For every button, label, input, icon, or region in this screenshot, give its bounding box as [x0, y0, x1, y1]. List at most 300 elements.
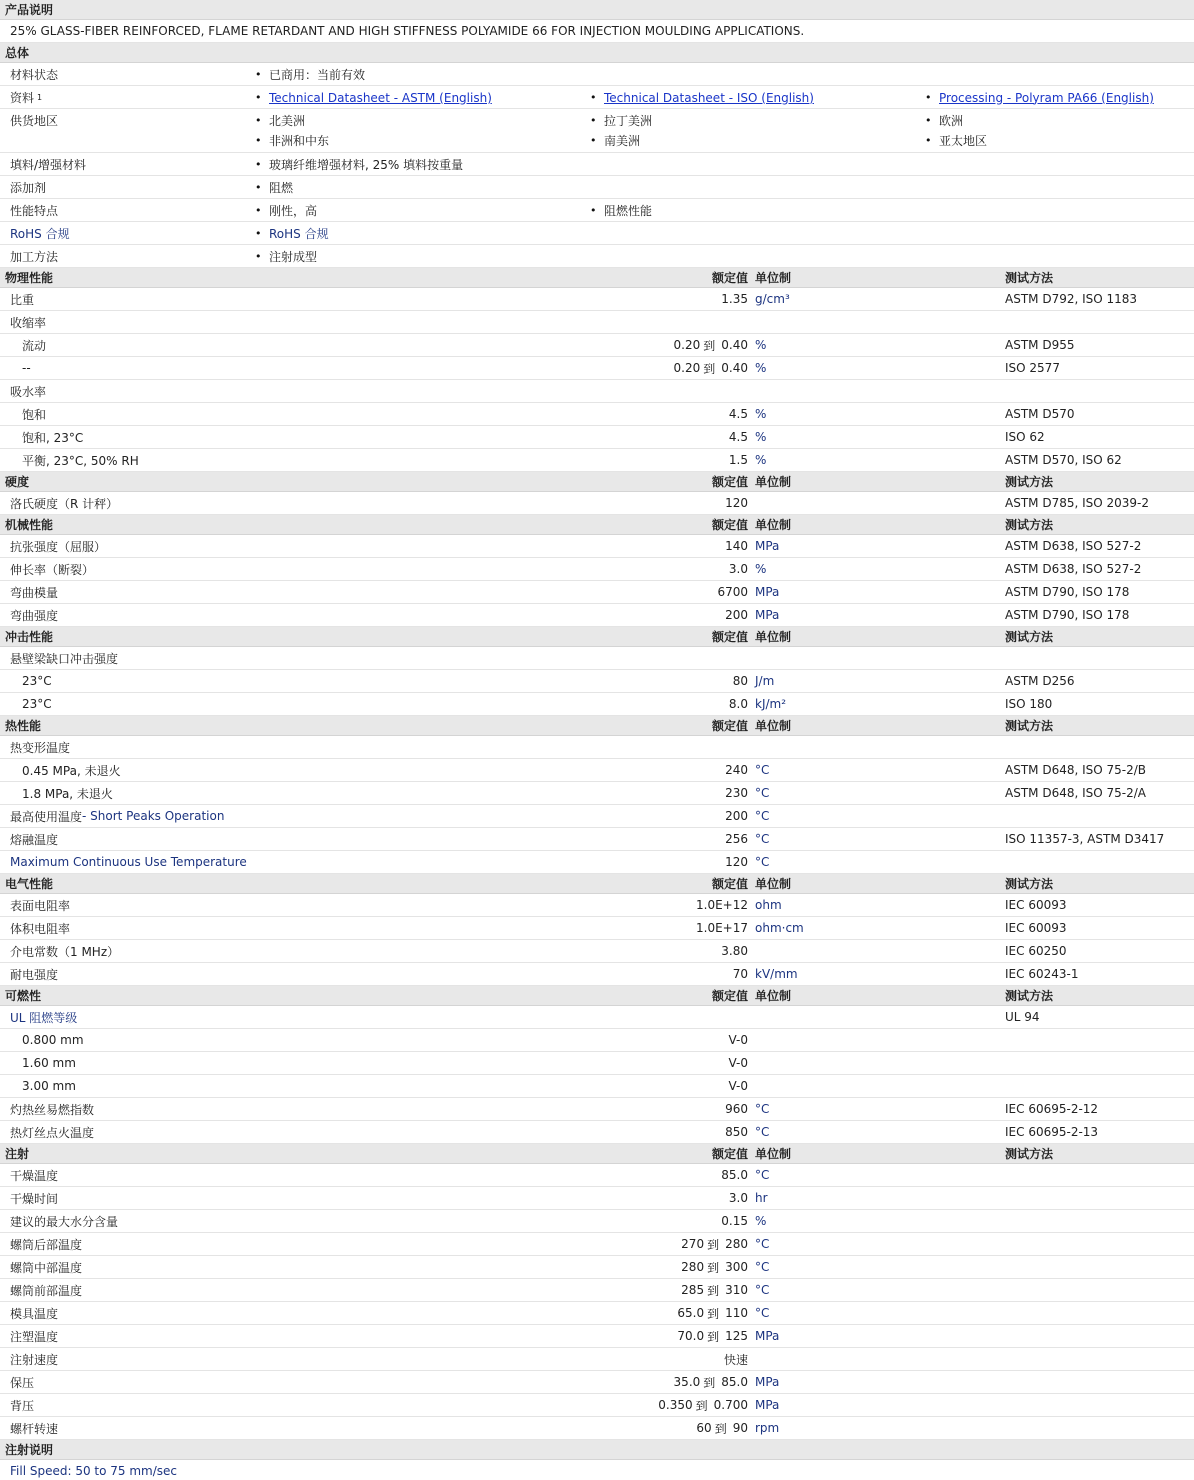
value-text: • 刚性，高	[269, 204, 318, 218]
property-unit: ohm	[755, 898, 782, 912]
section-电气性能	[0, 874, 1194, 894]
property-label	[10, 288, 570, 310]
property-row	[0, 1075, 1194, 1098]
range-word: 到	[707, 1237, 720, 1252]
property-unit: °C	[755, 786, 770, 800]
property-value: 3.0	[728, 562, 748, 576]
property-row	[0, 581, 1194, 604]
general-label: 供货地区	[10, 114, 59, 128]
property-unit: °C	[755, 1102, 770, 1116]
property-value: 200	[725, 608, 748, 622]
range-word: 到	[707, 1283, 720, 1298]
column-method-header: 测试方法	[1005, 630, 1054, 644]
property-label	[10, 940, 570, 962]
property-row	[0, 311, 1194, 334]
property-row	[0, 426, 1194, 449]
property-label	[10, 1348, 570, 1370]
property-unit: °C	[755, 1237, 770, 1251]
test-method: ISO 2577	[1005, 361, 1060, 375]
range-max: 90	[732, 1421, 748, 1435]
property-unit: kV/mm	[755, 967, 798, 981]
test-method: IEC 60243-1	[1005, 967, 1079, 981]
property-unit: °C	[755, 832, 770, 846]
label-text: 弯曲模量	[10, 585, 59, 600]
general-value	[255, 129, 585, 152]
column-value-header: 额定值	[711, 518, 748, 532]
label-text: 注射速度	[10, 1352, 59, 1367]
range-word: 到	[707, 1329, 720, 1344]
label-text: 耐电强度	[10, 967, 59, 982]
section-物理性能	[0, 268, 1194, 288]
section-description	[0, 0, 1194, 20]
property-range	[560, 1371, 748, 1393]
property-label	[10, 1394, 570, 1416]
general-value	[255, 222, 585, 245]
column-method-header: 测试方法	[1005, 271, 1054, 285]
test-method: IEC 60093	[1005, 921, 1067, 935]
property-label	[22, 334, 582, 356]
property-label	[10, 581, 570, 603]
range-max: 0.40	[721, 338, 748, 352]
property-row	[0, 647, 1194, 670]
section-title: 冲击性能	[5, 630, 54, 644]
property-label	[10, 1121, 570, 1143]
test-method: ASTM D570, ISO 62	[1005, 453, 1122, 467]
test-method: ASTM D648, ISO 75-2/B	[1005, 763, 1147, 777]
property-row	[0, 1394, 1194, 1417]
range-min: 270	[681, 1237, 705, 1251]
general-value	[590, 129, 920, 152]
section-title: 可燃性	[5, 989, 42, 1003]
property-unit: °C	[755, 809, 770, 823]
property-unit: rpm	[755, 1421, 780, 1435]
property-label	[10, 917, 570, 939]
property-row	[0, 805, 1194, 828]
test-method: ASTM D648, ISO 75-2/A	[1005, 786, 1146, 800]
range-min: 0.350	[658, 1398, 693, 1412]
property-value: V-0	[728, 1056, 748, 1070]
label-text: 螺杆转速	[10, 1421, 59, 1436]
property-row	[0, 828, 1194, 851]
property-range	[560, 1417, 748, 1439]
property-row	[0, 1187, 1194, 1210]
property-range	[560, 1394, 748, 1416]
property-label	[22, 1029, 582, 1051]
label-text: 背压	[10, 1398, 35, 1413]
property-value: 1.5	[728, 453, 748, 467]
label-text: 注塑温度	[10, 1329, 59, 1344]
property-unit: g/cm³	[755, 292, 790, 306]
property-row	[0, 1325, 1194, 1348]
test-method: IEC 60093	[1005, 898, 1067, 912]
property-label	[10, 963, 570, 985]
range-max: 300	[725, 1260, 748, 1274]
property-label	[10, 1098, 570, 1120]
property-value: 1.35	[721, 292, 748, 306]
general-label: 资料 1	[10, 91, 43, 105]
label-text: 弯曲强度	[10, 608, 59, 623]
property-label	[10, 894, 570, 916]
property-row	[0, 1029, 1194, 1052]
label-text: 伸长率（断裂）	[10, 562, 95, 577]
property-row	[0, 1256, 1194, 1279]
general-row	[0, 63, 1194, 86]
range-word: 到	[714, 1421, 727, 1436]
test-method: IEC 60695-2-13	[1005, 1125, 1099, 1139]
general-value	[255, 245, 585, 268]
section-冲击性能	[0, 627, 1194, 647]
test-method: UL 94	[1005, 1010, 1040, 1024]
property-label	[22, 426, 582, 448]
property-range	[560, 1279, 748, 1301]
datasheet-link	[925, 86, 1194, 109]
datasheet-link	[590, 86, 920, 109]
property-row	[0, 759, 1194, 782]
property-label	[10, 1279, 570, 1301]
general-row	[0, 153, 1194, 176]
label-text: 体积电阻率	[10, 921, 71, 936]
section-general	[0, 43, 1194, 63]
value-text: • 拉丁美洲	[604, 114, 653, 128]
section-title: 热性能	[5, 719, 42, 733]
label-text: 螺筒中部温度	[10, 1260, 83, 1275]
property-value: 80	[732, 674, 748, 688]
column-unit-header: 单位制	[755, 271, 792, 285]
property-value: 200	[725, 809, 748, 823]
range-word: 到	[703, 361, 716, 376]
property-label	[10, 1417, 570, 1439]
property-unit: °C	[755, 1125, 770, 1139]
label-text: 饱和	[22, 407, 47, 422]
property-label	[10, 1325, 570, 1347]
label-text: 洛氏硬度（R 计秤）	[10, 496, 119, 511]
property-label	[10, 1164, 570, 1186]
property-unit: %	[755, 562, 767, 576]
property-label	[10, 535, 570, 557]
general-label: 材料状态	[10, 68, 59, 82]
property-row	[0, 1233, 1194, 1256]
range-word: 到	[703, 1375, 716, 1390]
test-method: IEC 60695-2-12	[1005, 1102, 1099, 1116]
general-row	[0, 245, 1194, 268]
label-text: 介电常数（1 MHz）	[10, 944, 120, 959]
general-value	[255, 176, 585, 199]
label-text: 1.8 MPa, 未退火	[22, 786, 113, 801]
range-max: 85.0	[721, 1375, 748, 1389]
column-value-header: 额定值	[711, 877, 748, 891]
property-unit: ohm·cm	[755, 921, 804, 935]
property-label	[10, 1256, 570, 1278]
label-text: 流动	[22, 338, 47, 353]
label-text: 熔融温度	[10, 832, 59, 847]
property-row	[0, 492, 1194, 515]
column-unit-header: 单位制	[755, 630, 792, 644]
test-method: ASTM D790, ISO 178	[1005, 608, 1130, 622]
test-method: ISO 180	[1005, 697, 1053, 711]
property-value: 0.15	[721, 1214, 748, 1228]
general-label: 填料/增强材料	[10, 158, 87, 172]
property-row	[0, 693, 1194, 716]
range-min: 285	[681, 1283, 705, 1297]
property-row	[0, 535, 1194, 558]
general-value	[590, 199, 920, 222]
value-text: • 北美洲	[269, 114, 306, 128]
range-word: 到	[707, 1306, 720, 1321]
property-row	[0, 851, 1194, 874]
label-text: UL 阻燃等级	[10, 1010, 78, 1025]
column-method-header: 测试方法	[1005, 877, 1054, 891]
property-unit: °C	[755, 1306, 770, 1320]
property-row	[0, 1121, 1194, 1144]
test-method: ASTM D792, ISO 1183	[1005, 292, 1138, 306]
property-unit: °C	[755, 1283, 770, 1297]
property-range	[560, 1233, 748, 1255]
property-row	[0, 1006, 1194, 1029]
property-unit: °C	[755, 1168, 770, 1182]
label-text: 饱和, 23°C	[22, 430, 84, 445]
label-text: 热变形温度	[10, 740, 71, 755]
property-label	[10, 805, 570, 827]
value-text: • 已商用：当前有效	[269, 68, 366, 82]
property-range	[560, 334, 748, 356]
link-text[interactable]: • Technical Datasheet - ISO (English)	[604, 90, 814, 105]
range-max: 125	[725, 1329, 748, 1343]
property-unit: %	[755, 361, 767, 375]
label-text: 23°C	[22, 697, 52, 711]
section-热性能	[0, 716, 1194, 736]
range-max: 0.40	[721, 361, 748, 375]
section-title: 注射说明	[5, 1443, 54, 1457]
column-unit-header: 单位制	[755, 877, 792, 891]
section-title: 电气性能	[5, 877, 54, 891]
property-value: 6700	[717, 585, 748, 599]
property-label	[10, 851, 570, 873]
property-value: 960	[725, 1102, 748, 1116]
property-unit: J/m	[755, 674, 775, 688]
property-value: 230	[725, 786, 748, 800]
general-label: RoHS 合规	[10, 227, 70, 241]
general-label: 加工方法	[10, 250, 59, 264]
section-title: 机械性能	[5, 518, 54, 532]
value-text: • 亚太地区	[939, 134, 988, 148]
label-text: 悬壁梁缺口冲击强度	[10, 651, 119, 666]
property-row	[0, 1371, 1194, 1394]
property-row	[0, 1164, 1194, 1187]
column-value-header: 额定值	[711, 271, 748, 285]
property-value: 850	[725, 1125, 748, 1139]
property-label	[10, 1371, 570, 1393]
value-text: • 阻燃性能	[604, 204, 653, 218]
test-method: ASTM D785, ISO 2039-2	[1005, 496, 1150, 510]
property-label	[10, 1233, 570, 1255]
label-text: --	[22, 361, 31, 375]
notes-row	[0, 1460, 1194, 1480]
column-method-header: 测试方法	[1005, 989, 1054, 1003]
property-unit: %	[755, 453, 767, 467]
general-row	[0, 86, 1194, 109]
property-row	[0, 334, 1194, 357]
column-method-header: 测试方法	[1005, 518, 1054, 532]
property-row	[0, 1417, 1194, 1440]
test-method: ASTM D638, ISO 527-2	[1005, 562, 1142, 576]
label-text: 螺筒后部温度	[10, 1237, 83, 1252]
property-value: 120	[725, 496, 748, 510]
range-word: 到	[703, 338, 716, 353]
property-value: V-0	[728, 1033, 748, 1047]
range-min: 280	[681, 1260, 705, 1274]
general-row	[0, 176, 1194, 199]
column-method-header: 测试方法	[1005, 475, 1054, 489]
property-value: 3.0	[728, 1191, 748, 1205]
property-row	[0, 558, 1194, 581]
property-unit: kJ/m²	[755, 697, 787, 711]
label-text: 平衡, 23°C, 50% RH	[22, 453, 139, 468]
section-title: 总体	[5, 46, 30, 60]
property-label	[10, 647, 570, 669]
link-text[interactable]: • Technical Datasheet - ASTM (English)	[269, 90, 492, 105]
range-word: 到	[695, 1398, 708, 1413]
property-label	[10, 828, 570, 850]
property-unit: °C	[755, 763, 770, 777]
label-text: 干燥温度	[10, 1168, 59, 1183]
label-text: 吸水率	[10, 384, 47, 399]
property-label	[10, 558, 570, 580]
value-text: • RoHS 合规	[269, 227, 329, 241]
section-机械性能	[0, 515, 1194, 535]
range-min: 0.20	[673, 338, 701, 352]
property-unit: %	[755, 430, 767, 444]
property-row	[0, 357, 1194, 380]
column-unit-header: 单位制	[755, 719, 792, 733]
property-row	[0, 449, 1194, 472]
property-value: 120	[725, 855, 748, 869]
datasheet-link	[255, 86, 585, 109]
property-range	[560, 1302, 748, 1324]
label-note: - Short Peaks Operation	[82, 809, 225, 823]
label-text: 抗张强度（屈服）	[10, 539, 107, 554]
property-label	[22, 449, 582, 471]
property-label	[10, 1210, 570, 1232]
property-range	[560, 1256, 748, 1278]
general-label: 性能特点	[10, 204, 59, 218]
section-title: 产品说明	[5, 3, 54, 17]
link-text[interactable]: • Processing - Polyram PA66 (English)	[939, 90, 1154, 105]
property-row	[0, 1279, 1194, 1302]
general-value	[925, 129, 1194, 152]
property-label	[10, 1006, 570, 1028]
section-可燃性	[0, 986, 1194, 1006]
property-label	[22, 782, 582, 804]
column-unit-header: 单位制	[755, 989, 792, 1003]
property-range	[560, 357, 748, 379]
property-label	[22, 693, 582, 715]
column-unit-header: 单位制	[755, 1147, 792, 1161]
label-text: 0.45 MPa, 未退火	[22, 763, 121, 778]
column-value-header: 额定值	[711, 630, 748, 644]
property-row	[0, 288, 1194, 311]
property-unit: MPa	[755, 1375, 780, 1389]
range-min: 60	[696, 1421, 712, 1435]
range-min: 0.20	[673, 361, 701, 375]
general-value	[255, 63, 585, 86]
property-label	[10, 380, 570, 402]
general-value	[255, 199, 585, 222]
test-method: ISO 11357-3, ASTM D3417	[1005, 832, 1165, 846]
general-row	[0, 199, 1194, 222]
test-method: ASTM D790, ISO 178	[1005, 585, 1130, 599]
property-unit: °C	[755, 855, 770, 869]
property-label	[22, 1075, 582, 1097]
property-row	[0, 1348, 1194, 1371]
property-value: 快速	[723, 1352, 748, 1367]
general-value	[255, 153, 585, 176]
value-text: • 阻燃	[269, 181, 294, 195]
property-unit: %	[755, 338, 767, 352]
label-text: 建议的最大水分含量	[10, 1214, 119, 1229]
property-unit: MPa	[755, 1398, 780, 1412]
column-method-header: 测试方法	[1005, 1147, 1054, 1161]
property-value: 70	[732, 967, 748, 981]
label-text: Maximum Continuous Use Temperature	[10, 855, 247, 869]
range-word: 到	[707, 1260, 720, 1275]
property-label	[10, 1187, 570, 1209]
property-unit: %	[755, 1214, 767, 1228]
label-text: 热灯丝点火温度	[10, 1125, 95, 1140]
property-row	[0, 1052, 1194, 1075]
label-text: 最高使用温度	[10, 809, 83, 824]
test-method: ASTM D955	[1005, 338, 1075, 352]
section-notes	[0, 1440, 1194, 1460]
property-label	[10, 736, 570, 758]
property-value: 1.0E+17	[696, 921, 748, 935]
value-text: • 非洲和中东	[269, 134, 330, 148]
value-text: • 南美洲	[604, 134, 641, 148]
property-row	[0, 380, 1194, 403]
section-硬度	[0, 472, 1194, 492]
section-title: 注射	[5, 1147, 30, 1161]
property-unit: %	[755, 407, 767, 421]
description-text: 25% GLASS-FIBER REINFORCED, FLAME RETARDANT AND HIGH STIFFNESS POLYAMIDE 66 FOR INJECTION MOULDING APPLICATIONS.	[10, 24, 805, 38]
property-value: 8.0	[728, 697, 748, 711]
property-label	[22, 759, 582, 781]
test-method: IEC 60250	[1005, 944, 1067, 958]
label-text: 比重	[10, 292, 35, 307]
section-注射	[0, 1144, 1194, 1164]
property-value: 4.5	[728, 430, 748, 444]
column-value-header: 额定值	[711, 1147, 748, 1161]
property-row	[0, 963, 1194, 986]
property-row	[0, 782, 1194, 805]
value-text: • 注射成型	[269, 250, 318, 264]
range-max: 310	[725, 1283, 748, 1297]
test-method: ASTM D638, ISO 527-2	[1005, 539, 1142, 553]
property-unit: MPa	[755, 585, 780, 599]
label-text: 23°C	[22, 674, 52, 688]
label-text: 灼热丝易燃指数	[10, 1102, 95, 1117]
property-unit: MPa	[755, 539, 780, 553]
property-row	[0, 940, 1194, 963]
property-unit: hr	[755, 1191, 768, 1205]
test-method: ASTM D256	[1005, 674, 1075, 688]
property-row	[0, 894, 1194, 917]
label-text: 0.800 mm	[22, 1033, 84, 1047]
label-text: 螺筒前部温度	[10, 1283, 83, 1298]
property-value: V-0	[728, 1079, 748, 1093]
property-row	[0, 1098, 1194, 1121]
property-unit: MPa	[755, 608, 780, 622]
notes-text: Fill Speed: 50 to 75 mm/sec	[10, 1464, 178, 1478]
column-value-header: 额定值	[711, 719, 748, 733]
